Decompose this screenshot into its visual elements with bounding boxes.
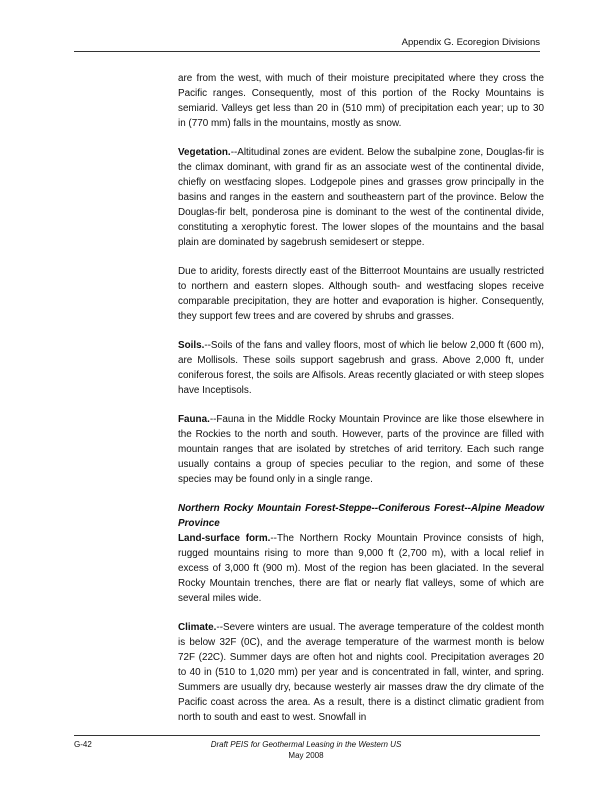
vegetation-heading: Vegetation. bbox=[178, 147, 231, 158]
vegetation-text: --Altitudinal zones are evident. Below the subalpine zone, Douglas-fir is the climax dominant, with grand fir as an associate west of the continental divide, chiefly on westfacing slopes. Lodgepole pines and grasses grow principally in the basins and ranges in the eastern and southeastern part of the province. Below the Douglas-fir belt, ponderosa pine is dominant to the west of the continental divide, constituting a xerophytic forest. The lower slopes of the mountains and the basal plain are dominated by sagebrush semidesert or steppe. bbox=[178, 147, 544, 248]
footer-rule bbox=[74, 735, 540, 736]
paragraph-fauna bbox=[178, 412, 544, 487]
page-number: G-42 bbox=[74, 740, 92, 749]
land-surface-heading: Land-surface form. bbox=[178, 533, 271, 544]
fauna-heading: Fauna. bbox=[178, 414, 210, 425]
paragraph-aridity: Due to aridity, forests directly east of the Bitterroot Mountains are usually restricted to northern and eastern slopes. Although south- and westfacing slopes receive comparable precipitation, they are hotter and evaporation is higher. Consequently, they support few trees and are covered by shrubs and grasses. bbox=[178, 266, 544, 322]
climate-heading: Climate. bbox=[178, 622, 217, 633]
fauna-text: --Fauna in the Middle Rocky Mountain Province are like those elsewhere in the Rockies to the north and south. However, parts of the province are filled with mountain ranges that are isolated by stretches of arid territory. Each such range usually contains a group of species peculiar to the region, and some of these species may be found only in a single range. bbox=[178, 414, 544, 485]
paragraph-climate bbox=[178, 620, 544, 725]
footer-date: May 2008 bbox=[288, 750, 324, 760]
soils-text: --Soils of the fans and valley floors, most of which lie below 2,000 ft (600 m), are Mollisols. These soils support sagebrush and grass. Above 2,000 ft, under coniferous forest, the soils are Alfisols. Areas recently glaciated or with steep slopes have Inceptisols. bbox=[178, 340, 544, 396]
footer-document-title: Draft PEIS for Geothermal Leasing in the Western US bbox=[210, 740, 402, 749]
soils-heading: Soils. bbox=[178, 340, 205, 351]
land-surface-text: --The Northern Rocky Mountain Province consists of high, rugged mountains rising to more than 9,000 ft (2,700 m), with a local relief in excess of 3,000 ft (900 m). Most of the region has been glaciated. In the several Rocky Mountain trenches, there are flat or nearly flat valleys, some of which are several miles wide. bbox=[178, 533, 544, 604]
paragraph-land-surface bbox=[178, 531, 544, 606]
paragraph-soils bbox=[178, 338, 544, 398]
province-heading: Northern Rocky Mountain Forest-Steppe--Coniferous Forest--Alpine Meadow Province bbox=[178, 503, 544, 529]
paragraph-vegetation bbox=[178, 145, 544, 250]
paragraph-climate-continued: are from the west, with much of their moisture precipitated where they cross the Pacific ranges. Consequently, most of this portion of the Rocky Mountains is semiarid. Valleys get less than 20 in (510 mm) of precipitation each year; up to 30 in (770 mm) falls in the mountains, mostly as snow. bbox=[178, 73, 544, 129]
footer-text bbox=[0, 740, 612, 761]
page-header-title: Appendix G. Ecoregion Divisions bbox=[401, 37, 540, 48]
climate-text: --Severe winters are usual. The average temperature of the coldest month is below 32F (0C), and the average temperature of the warmest month is below 72F (22C). Summer days are often hot and nights cool. Precipitation averages 20 to 40 in (510 to 1,020 mm) per year and is concentrated in fall, winter, and spring. Summers are usually dry, because westerly air masses draw the dry climate of the Pacific coast across the area. As a result, there is a distinct climatic gradient from north to south and east to west. Snowfall in bbox=[178, 622, 544, 723]
main-content bbox=[178, 71, 544, 725]
header-rule bbox=[74, 51, 540, 52]
